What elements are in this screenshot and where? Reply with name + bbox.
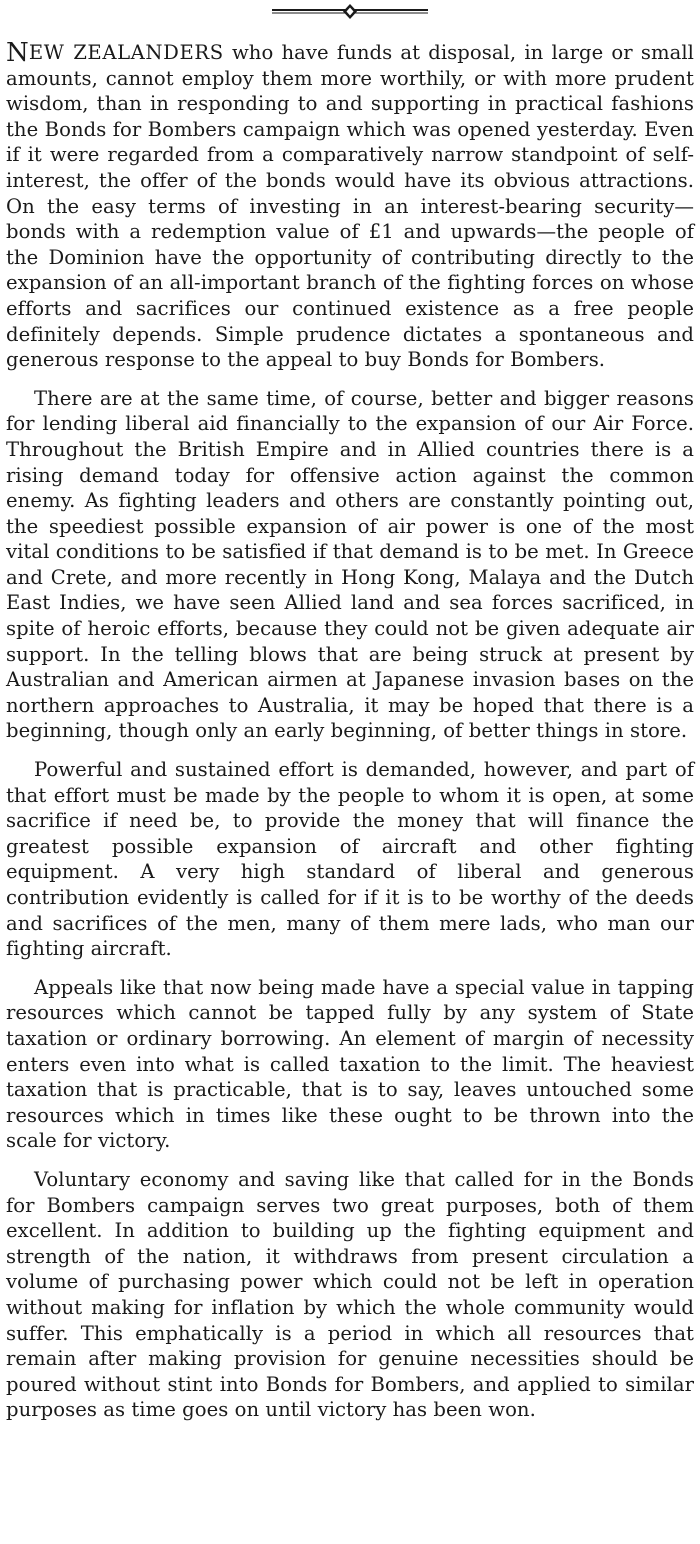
editorial-article xyxy=(6,40,694,1423)
header-rule-ornament xyxy=(0,0,700,22)
drop-cap: N xyxy=(6,38,29,68)
paragraph-3: Powerful and sustained effort is demanded, however, and part of that effort must be made by the people to whom it is open, at some sacrifice if need be, to provide the money that will finance the greatest possible expansion of aircraft and other fighting equipment. A very high standard of liberal and generous contribution evidently is called for if it is to be worthy of the deeds and sacrifices of the men, many of them mere lads, who man our fighting aircraft. xyxy=(6,758,694,961)
paragraph-2: There are at the same time, of course, better and bigger reasons for lending liberal aid financially to the expansion of our Air Force. Throughout the British Empire and in Allied countries there is a rising demand today for offensive action against the common enemy. As fighting leaders and others are constantly pointing out, the speediest possible expansion of air power is one of the most vital conditions to be satisfied if that demand is to be met. In Greece and Crete, and more recently in Hong Kong, Malaya and the Dutch East Indies, we have seen Allied land and sea forces sacrificed, in spite of heroic efforts, because they could not be given adequate air support. In the telling blows that are being struck at present by Australian and American airmen at Japanese invasion bases on the northern approaches to Australia, it may be hoped that there is a beginning, though only an early beginning, of better things in store. xyxy=(6,386,694,743)
diamond-rule-ornament-icon xyxy=(270,3,430,21)
paragraph-1 xyxy=(6,40,694,373)
paragraph-1-text: who have funds at disposal, in large or small amounts, cannot employ them more worthily, or with more prudent wisdom, than in responding to and supporting in practical fashions the Bonds for Bombers campaign which was opened yesterday. Even if it were regarded from a comparatively narrow standpoint of self-interest, the offer of the bonds would have its obvious attractions. On the easy terms of investing in an interest-bearing security—bonds with a redemption value of £1 and upwards—the people of the Dominion have the opportunity of contributing directly to the expansion of an all-important branch of the fighting forces on whose efforts and sacrifices our continued existence as a free people definitely depends. Simple prudence dictates a spontaneous and generous response to the appeal to buy Bonds for Bombers. xyxy=(6,41,694,372)
lead-words: EW ZEALANDERS xyxy=(28,41,224,64)
paragraph-4: Appeals like that now being made have a special value in tapping resources which cannot be tapped fully by any system of State taxation or ordinary borrowing. An element of margin of necessity enters even into what is called taxation to the limit. The heaviest taxation that is practicable, that is to say, leaves untouched some resources which in times like these ought to be thrown into the scale for victory. xyxy=(6,975,694,1153)
paragraph-5: Voluntary economy and saving like that called for in the Bonds for Bombers campaign serves two great purposes, both of them excellent. In addition to building up the fighting equipment and strength of the nation, it withdraws from present circulation a volume of purchasing power which could not be left in operation without making for inflation by which the whole community would suffer. This emphatically is a period in which all resources that remain after making provision for genuine necessities should be poured without stint into Bonds for Bombers, and applied to similar purposes as time goes on until victory has been won. xyxy=(6,1167,694,1422)
